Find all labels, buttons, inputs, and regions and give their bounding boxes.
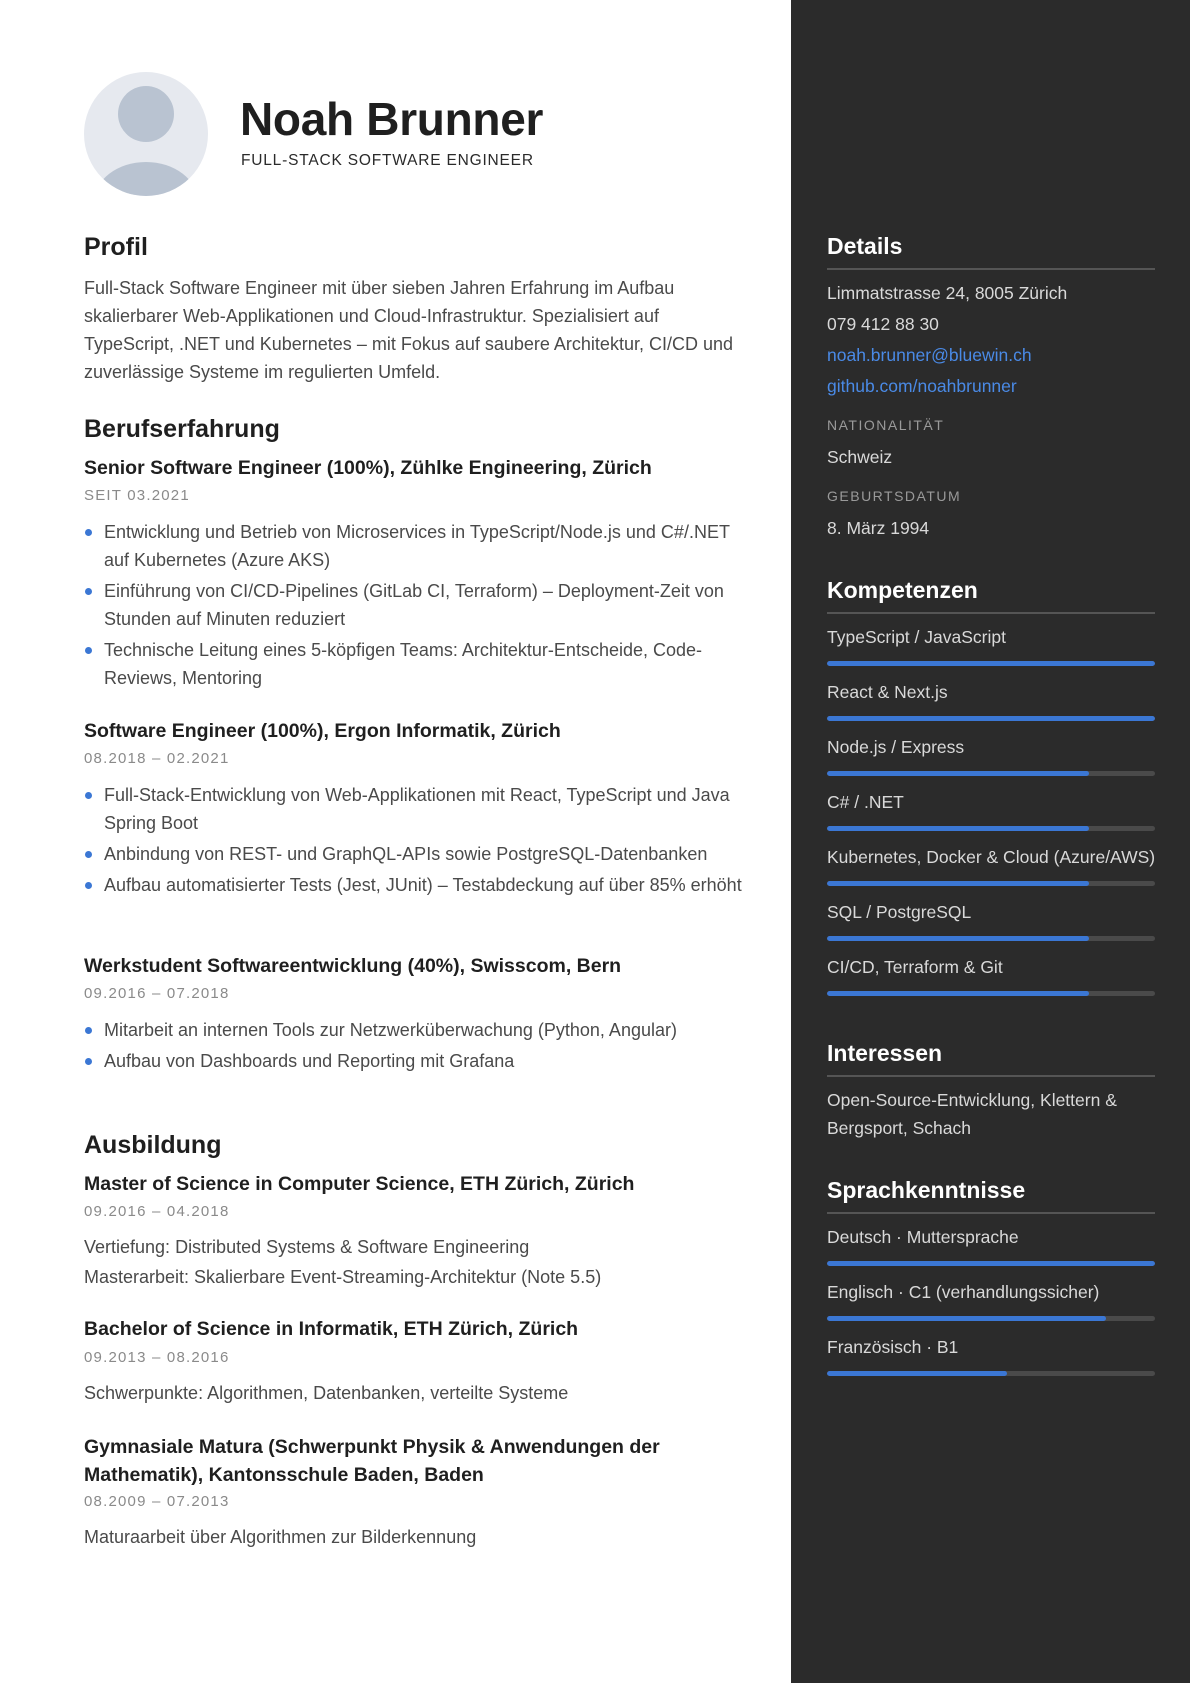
job-bullet: Anbindung von REST- und GraphQL-APIs sowie PostgreSQL-Datenbanken bbox=[84, 840, 754, 868]
skill-label: Kubernetes, Docker & Cloud (Azure/AWS) bbox=[827, 847, 1156, 867]
job-bullet: Mitarbeit an internen Tools zur Netzwerküberwachung (Python, Angular) bbox=[84, 1016, 754, 1044]
skill-label: SQL / PostgreSQL bbox=[827, 902, 972, 922]
languages-heading: Sprachkenntnisse bbox=[827, 1177, 1155, 1214]
skill-level-bar bbox=[827, 826, 1155, 831]
nationality-label: NATIONALITÄT bbox=[827, 417, 945, 433]
education-title: Gymnasiale Matura (Schwerpunkt Physik & Anwendungen der Mathematik), Kantonsschule Baden, Baden bbox=[84, 1436, 660, 1486]
job-date: 08.2018 – 02.2021 bbox=[84, 750, 230, 767]
candidate-role: FULL-STACK SOFTWARE ENGINEER bbox=[241, 152, 534, 169]
profile-text: Full-Stack Software Engineer mit über sieben Jahren Erfahrung im Aufbau skalierbarer Web-Applikationen und Cloud-Infrastruktur. Spezialisiert auf TypeScript, .NET und Kubernetes – mit Fokus auf saubere Architektur, CI/CD und zuverlässige Systeme im regulierten Umfeld. bbox=[84, 278, 733, 382]
skill-level-bar bbox=[827, 991, 1155, 996]
job-bullet: Full-Stack-Entwicklung von Web-Applikationen mit React, TypeScript und Java Spring Boot bbox=[84, 781, 754, 837]
language-label: Französisch · B1 bbox=[827, 1337, 959, 1357]
education-detail: Schwerpunkte: Algorithmen, Datenbanken, verteilte Systeme bbox=[84, 1383, 569, 1403]
language-level-fill bbox=[827, 1371, 1007, 1376]
interests-text: Open-Source-Entwicklung, Klettern & Bergsport, Schach bbox=[827, 1090, 1117, 1138]
language-level-fill bbox=[827, 1316, 1106, 1321]
skill-level-fill bbox=[827, 661, 1155, 666]
job-bullet: Technische Leitung eines 5-köpfigen Teams: Architektur-Entscheide, Code-Reviews, Mentoring bbox=[84, 636, 754, 692]
education-date: 09.2016 – 04.2018 bbox=[84, 1203, 230, 1220]
birthdate-value: 8. März 1994 bbox=[827, 518, 930, 538]
job-bullet: Entwicklung und Betrieb von Microservices in TypeScript/Node.js und C#/.NET auf Kubernetes (Azure AKS) bbox=[84, 518, 754, 574]
skill-level-bar bbox=[827, 936, 1155, 941]
language-level-bar bbox=[827, 1371, 1155, 1376]
job-date: 09.2016 – 07.2018 bbox=[84, 985, 230, 1002]
language-label: Deutsch · Muttersprache bbox=[827, 1227, 1019, 1247]
job-title: Software Engineer (100%), Ergon Informatik, Zürich bbox=[84, 720, 561, 742]
candidate-name: Noah Brunner bbox=[240, 93, 544, 145]
address: Limmatstrasse 24, 8005 Zürich bbox=[827, 283, 1068, 303]
education-heading: Ausbildung bbox=[84, 1131, 222, 1159]
skill-level-fill bbox=[827, 991, 1089, 996]
skill-level-fill bbox=[827, 881, 1089, 886]
skill-level-fill bbox=[827, 771, 1089, 776]
skill-level-fill bbox=[827, 716, 1155, 721]
phone: 079 412 88 30 bbox=[827, 314, 939, 334]
github-link[interactable]: github.com/noahbrunner bbox=[827, 376, 1017, 396]
job-bullets bbox=[84, 1016, 754, 1078]
skill-level-bar bbox=[827, 716, 1155, 721]
skill-label: TypeScript / JavaScript bbox=[827, 627, 1006, 647]
language-level-bar bbox=[827, 1261, 1155, 1266]
job-title: Senior Software Engineer (100%), Zühlke Engineering, Zürich bbox=[84, 457, 652, 479]
sidebar bbox=[791, 0, 1190, 1683]
details-heading: Details bbox=[827, 233, 1155, 270]
interests-heading: Interessen bbox=[827, 1040, 1155, 1077]
language-label: Englisch · C1 (verhandlungssicher) bbox=[827, 1282, 1100, 1302]
education-title: Master of Science in Computer Science, ETH Zürich, Zürich bbox=[84, 1173, 635, 1195]
profile-heading: Profil bbox=[84, 233, 148, 261]
birthdate-label: GEBURTSDATUM bbox=[827, 488, 962, 504]
skill-label: CI/CD, Terraform & Git bbox=[827, 957, 1003, 977]
education-date: 09.2013 – 08.2016 bbox=[84, 1349, 230, 1366]
job-bullet: Aufbau automatisierter Tests (Jest, JUnit) – Testabdeckung auf über 85% erhöht bbox=[84, 871, 754, 899]
skill-label: React & Next.js bbox=[827, 682, 948, 702]
skill-level-fill bbox=[827, 936, 1089, 941]
education-detail: Maturaarbeit über Algorithmen zur Bilderkennung bbox=[84, 1527, 477, 1547]
job-bullet: Einführung von CI/CD-Pipelines (GitLab CI, Terraform) – Deployment-Zeit von Stunden auf Minuten reduziert bbox=[84, 577, 754, 633]
education-detail: Vertiefung: Distributed Systems & Software Engineering bbox=[84, 1237, 530, 1257]
language-level-bar bbox=[827, 1316, 1155, 1321]
avatar-placeholder-icon bbox=[84, 72, 208, 196]
skill-level-bar bbox=[827, 661, 1155, 666]
education-detail: Masterarbeit: Skalierbare Event-Streaming-Architektur (Note 5.5) bbox=[84, 1267, 602, 1287]
skills-heading: Kompetenzen bbox=[827, 577, 1155, 614]
skill-level-fill bbox=[827, 826, 1089, 831]
language-level-fill bbox=[827, 1261, 1155, 1266]
email-link[interactable]: noah.brunner@bluewin.ch bbox=[827, 345, 1032, 365]
experience-heading: Berufserfahrung bbox=[84, 415, 280, 443]
skill-level-bar bbox=[827, 881, 1155, 886]
job-bullets bbox=[84, 781, 754, 902]
skill-level-bar bbox=[827, 771, 1155, 776]
job-bullets bbox=[84, 518, 754, 695]
nationality-value: Schweiz bbox=[827, 447, 893, 467]
job-bullet: Aufbau von Dashboards und Reporting mit Grafana bbox=[84, 1047, 754, 1075]
education-title: Bachelor of Science in Informatik, ETH Zürich, Zürich bbox=[84, 1318, 579, 1340]
job-title: Werkstudent Softwareentwicklung (40%), Swisscom, Bern bbox=[84, 955, 622, 977]
education-date: 08.2009 – 07.2013 bbox=[84, 1493, 230, 1510]
skill-label: Node.js / Express bbox=[827, 737, 965, 757]
job-date: SEIT 03.2021 bbox=[84, 487, 190, 504]
skill-label: C# / .NET bbox=[827, 792, 904, 812]
